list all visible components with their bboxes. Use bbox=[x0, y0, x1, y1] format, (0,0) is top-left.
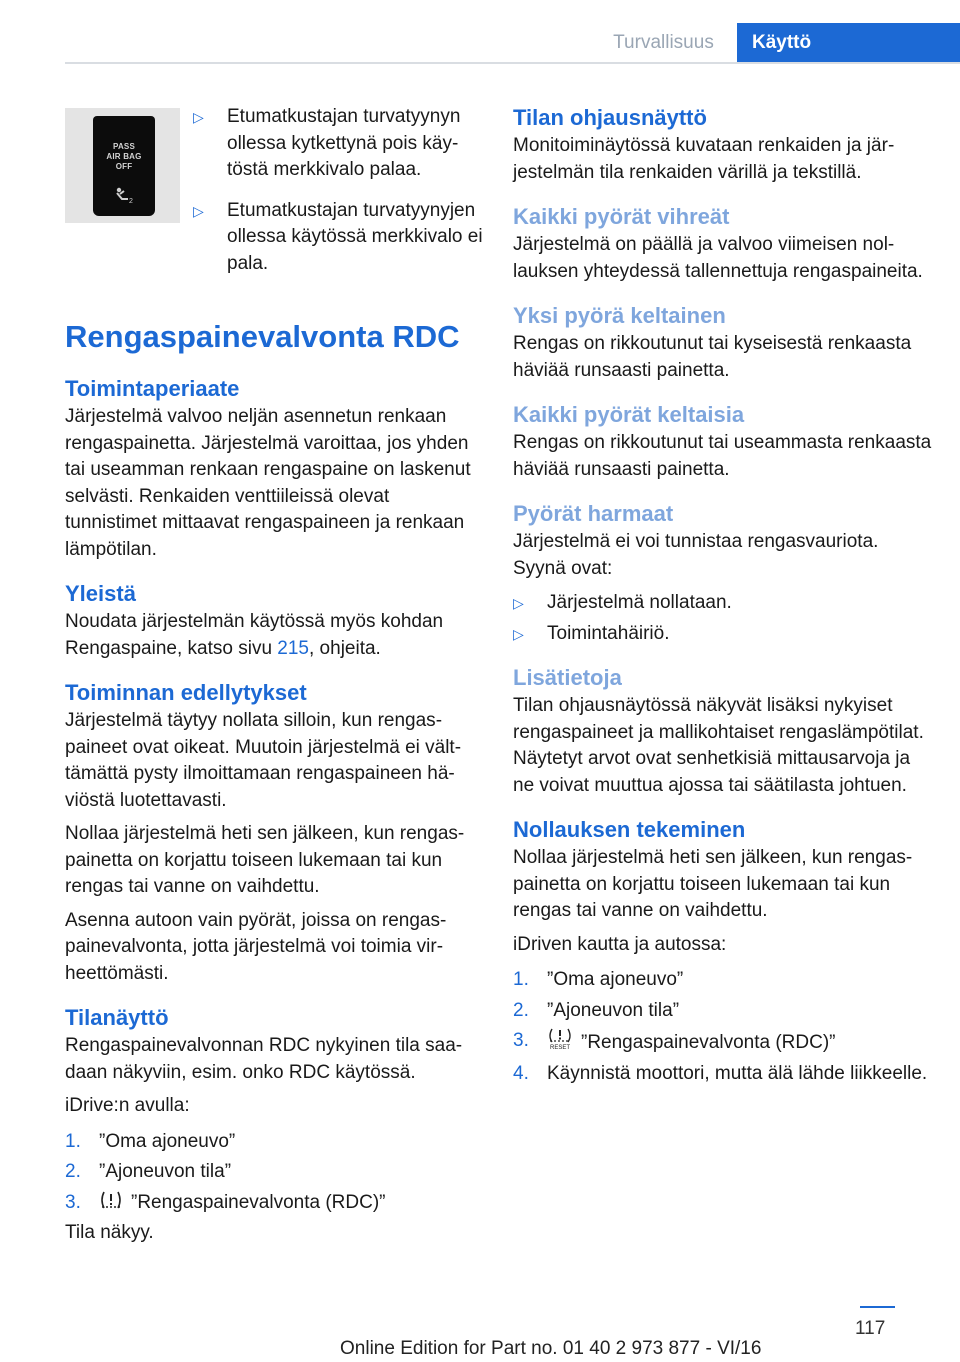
list-item-text: Etumatkustajan turvatyynyjen ollessa käytössä merkkivalo ei pala. bbox=[227, 199, 483, 274]
heading-status: Tilanäyttö bbox=[65, 1005, 169, 1030]
heading-one-yellow: Yksi pyörä keltainen bbox=[513, 303, 726, 328]
principle-text: Järjestelmä valvoo neljän asennetun renkaan rengaspainetta. Järjestelmä varoittaa, jos yhden tai useamman renkaan rengaspaine on laskenut selvästi. Renkaiden venttiileissä olevat tunnistimet mittaavat rengaspaineen ja renkaan lämpötilan. bbox=[65, 406, 471, 560]
heading-general: Yleistä bbox=[65, 581, 136, 606]
green-text: Järjestelmä on päällä ja valvoo viimeisen nollauksen yhteydessä tallennettuja rengaspaineita. bbox=[513, 234, 923, 282]
airbag-icon-label: PASS AIR BAG OFF bbox=[106, 142, 142, 171]
heading-principle: Toimintaperiaate bbox=[65, 376, 240, 401]
requirements-text-2: Nollaa järjestelmä heti sen jälkeen, kun rengaspainetta on korjattu toiseen lukemaan tai kun rengas tai vanne on vaihdettu. bbox=[65, 823, 465, 897]
status-text: Rengaspainevalvonnan RDC nykyinen tila saadaan näkyviin, esim. onko RDC käytössä. bbox=[65, 1035, 463, 1083]
list-item: 3. RESET ”Rengaspainevalvonta (RDC)” bbox=[513, 1030, 836, 1053]
list-item: 2. ”Ajoneuvon tila” bbox=[513, 999, 680, 1021]
requirements-text-3: Asenna autoon vain pyörät, joissa on rengaspainevalvonta, jotta järjestelmä voi toimia virheettömästi. bbox=[65, 909, 447, 984]
airbag-status-list bbox=[193, 104, 483, 277]
heading-more: Lisätietoja bbox=[513, 665, 622, 690]
triangle-bullet-icon: ▷ bbox=[513, 625, 524, 642]
svg-text:RESET: RESET bbox=[549, 1045, 571, 1050]
list-item-text: Etumatkustajan turvatyynyn ollessa kytkettynä pois käytöstä merkkivalo palaa. bbox=[227, 106, 461, 180]
header-section-tab: Turvallisuus bbox=[590, 23, 737, 63]
more-text: Tilan ohjausnäytössä näkyvät lisäksi nykyiset rengaspaineet ja mallikohtaiset rengaslämpötilat. Näytetyt arvot ovat senhetkisiä mittausarvoja ja ne voivat muuttua ajossa tai säätilasta johtuen. bbox=[513, 695, 924, 796]
reset-intro: iDriven kautta ja autossa: bbox=[513, 933, 727, 955]
list-item: 3. ”Rengaspainevalvonta (RDC)” bbox=[65, 1191, 386, 1213]
page-link[interactable]: 215 bbox=[277, 637, 309, 659]
list-item: 1. ”Oma ajoneuvo” bbox=[513, 969, 684, 990]
tire-warning-icon bbox=[99, 1190, 123, 1210]
footer-divider bbox=[860, 1306, 895, 1308]
reset-steps bbox=[513, 967, 933, 1087]
page-number: 117 bbox=[855, 1318, 886, 1339]
triangle-bullet-icon: ▷ bbox=[193, 202, 204, 219]
general-text: Noudata järjestelmän käytössä myös kohdan Rengaspaine, katso sivu 215, ohjeita. bbox=[65, 611, 444, 659]
list-item: 4. Käynnistä moottori, mutta älä lähde liikkeelle. bbox=[513, 1062, 928, 1084]
left-column bbox=[65, 318, 480, 1247]
grey-reasons-list bbox=[513, 590, 933, 647]
airbag-off-image bbox=[65, 108, 180, 223]
one-yellow-text: Rengas on rikkoutunut tai kyseisestä renkaasta häviää runsaasti painetta. bbox=[513, 333, 912, 381]
heading-display: Tilan ohjausnäyttö bbox=[513, 105, 707, 130]
heading-reset: Nollauksen tekeminen bbox=[513, 817, 746, 842]
edition-note: Online Edition for Part no. 01 40 2 973 877 - VI/16 bbox=[340, 1338, 762, 1359]
tire-reset-icon bbox=[547, 1028, 573, 1050]
grey-text: Järjestelmä ei voi tunnistaa rengasvauriota. Syynä ovat: bbox=[513, 531, 879, 579]
list-item: ▷ Toimintahäiriö. bbox=[513, 621, 933, 648]
page-title: Rengaspainevalvonta RDC bbox=[65, 319, 460, 354]
seat-airbag-icon bbox=[93, 116, 155, 216]
heading-green: Kaikki pyörät vihreät bbox=[513, 204, 730, 229]
svg-text:2: 2 bbox=[129, 198, 133, 205]
list-item: 1. ”Oma ajoneuvo” bbox=[65, 1130, 236, 1152]
requirements-text-1: Järjestelmä täytyy nollata silloin, kun rengaspaineet ovat oikeat. Muutoin järjestelmä ei välttämättä pysty ilmoittamaan rengaspaineen häviöstä luotettavasti. bbox=[65, 710, 462, 811]
status-steps bbox=[65, 1129, 480, 1217]
header-divider bbox=[65, 62, 960, 64]
display-text: Monitoiminäytössä kuvataan renkaiden ja järjestelmän tila renkaiden värillä ja tekstillä. bbox=[513, 135, 895, 183]
idrive-intro: iDrive:n avulla: bbox=[65, 1095, 190, 1116]
right-column bbox=[513, 103, 933, 1087]
reset-text: Nollaa järjestelmä heti sen jälkeen, kun rengaspainetta on korjattu toiseen lukemaan tai kun rengas tai vanne on vaihdettu. bbox=[513, 847, 913, 921]
all-yellow-text: Rengas on rikkoutunut tai useammasta renkaasta häviää runsaasti painetta. bbox=[513, 432, 932, 480]
list-item: ▷ Järjestelmä nollataan. bbox=[513, 590, 933, 617]
triangle-bullet-icon: ▷ bbox=[193, 109, 204, 125]
heading-grey: Pyörät harmaat bbox=[513, 501, 674, 526]
list-item bbox=[193, 104, 483, 184]
status-outro: Tila näkyy. bbox=[65, 1222, 154, 1243]
header-chapter-tab: Käyttö bbox=[737, 23, 960, 63]
list-item bbox=[193, 198, 483, 278]
list-item: 2. ”Ajoneuvon tila” bbox=[65, 1161, 232, 1182]
heading-all-yellow: Kaikki pyörät keltaisia bbox=[513, 402, 745, 427]
triangle-bullet-icon: ▷ bbox=[513, 595, 524, 611]
airbag-switch bbox=[93, 116, 155, 216]
heading-requirements: Toiminnan edellytykset bbox=[65, 680, 307, 705]
